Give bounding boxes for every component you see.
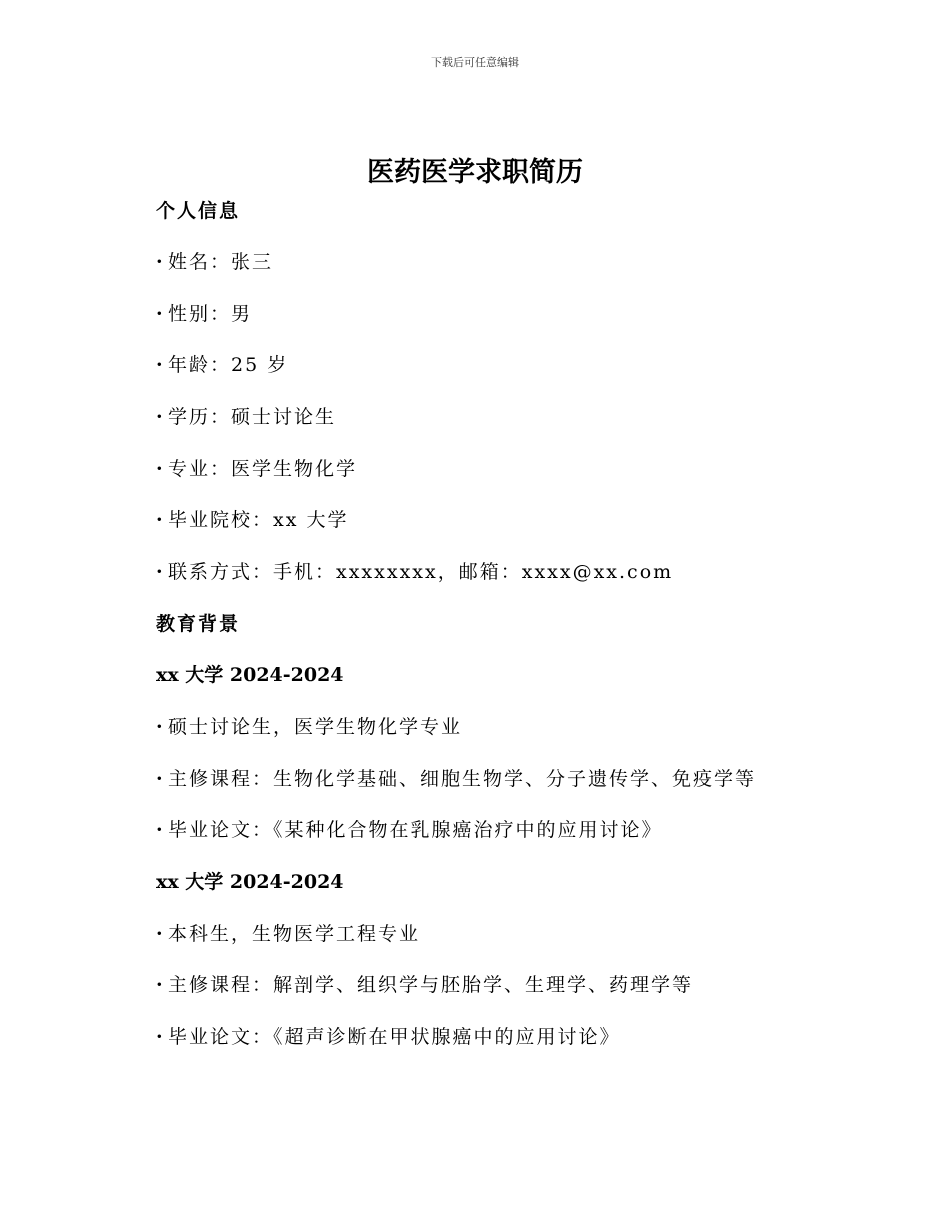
education-item xyxy=(156,818,663,842)
personal-info-item xyxy=(156,457,357,481)
bullet-icon: · xyxy=(156,1026,165,1048)
bullet-icon: · xyxy=(156,716,165,738)
personal-info-text: 联系方式：手机：xxxxxxxx，邮箱：xxxx@xx.com xyxy=(168,561,674,583)
education-item xyxy=(156,715,462,739)
education-item-text: 本科生，生物医学工程专业 xyxy=(168,923,421,945)
bullet-icon: · xyxy=(156,458,165,480)
education-item xyxy=(156,1025,621,1049)
education-item-text: 毕业论文：《超声诊断在甲状腺癌中的应用讨论》 xyxy=(168,1026,621,1048)
resume-title: 医药医学求职简历 xyxy=(367,157,583,188)
education-school-heading: xx 大学 2024-2024 xyxy=(156,871,344,893)
education-item-text: 主修课程：解剖学、组织学与胚胎学、生理学、药理学等 xyxy=(168,974,694,996)
personal-info-text: 年龄：25 岁 xyxy=(168,354,289,376)
personal-info-text: 专业：医学生物化学 xyxy=(168,458,358,480)
bullet-icon: · xyxy=(156,354,165,376)
section-heading-personal-info: 个人信息 xyxy=(156,200,241,222)
personal-info-item xyxy=(156,353,288,377)
bullet-icon: · xyxy=(156,406,165,428)
education-item xyxy=(156,973,693,997)
education-item xyxy=(156,922,420,946)
bullet-icon: · xyxy=(156,974,165,996)
personal-info-item xyxy=(156,508,348,532)
personal-info-item xyxy=(156,302,252,326)
bullet-icon: · xyxy=(156,251,165,273)
personal-info-text: 姓名：张三 xyxy=(168,251,274,273)
education-school-heading: xx 大学 2024-2024 xyxy=(156,664,344,686)
bullet-icon: · xyxy=(156,819,165,841)
bullet-icon: · xyxy=(156,303,165,325)
section-heading-education: 教育背景 xyxy=(156,613,241,635)
bullet-icon: · xyxy=(156,923,165,945)
personal-info-text: 毕业院校：xx 大学 xyxy=(168,509,349,531)
personal-info-item xyxy=(156,405,336,429)
education-item-text: 硕士讨论生，医学生物化学专业 xyxy=(168,716,463,738)
personal-info-item xyxy=(156,560,673,584)
personal-info-text: 性别：男 xyxy=(168,303,253,325)
bullet-icon: · xyxy=(156,561,165,583)
personal-info-text: 学历：硕士讨论生 xyxy=(168,406,337,428)
education-item-text: 主修课程：生物化学基础、细胞生物学、分子遗传学、免疫学等 xyxy=(168,768,757,790)
personal-info-item xyxy=(156,250,273,274)
bullet-icon: · xyxy=(156,768,165,790)
page-header-note: 下载后可任意编辑 xyxy=(431,56,519,69)
bullet-icon: · xyxy=(156,509,165,531)
education-item xyxy=(156,767,756,791)
education-item-text: 毕业论文：《某种化合物在乳腺癌治疗中的应用讨论》 xyxy=(168,819,663,841)
